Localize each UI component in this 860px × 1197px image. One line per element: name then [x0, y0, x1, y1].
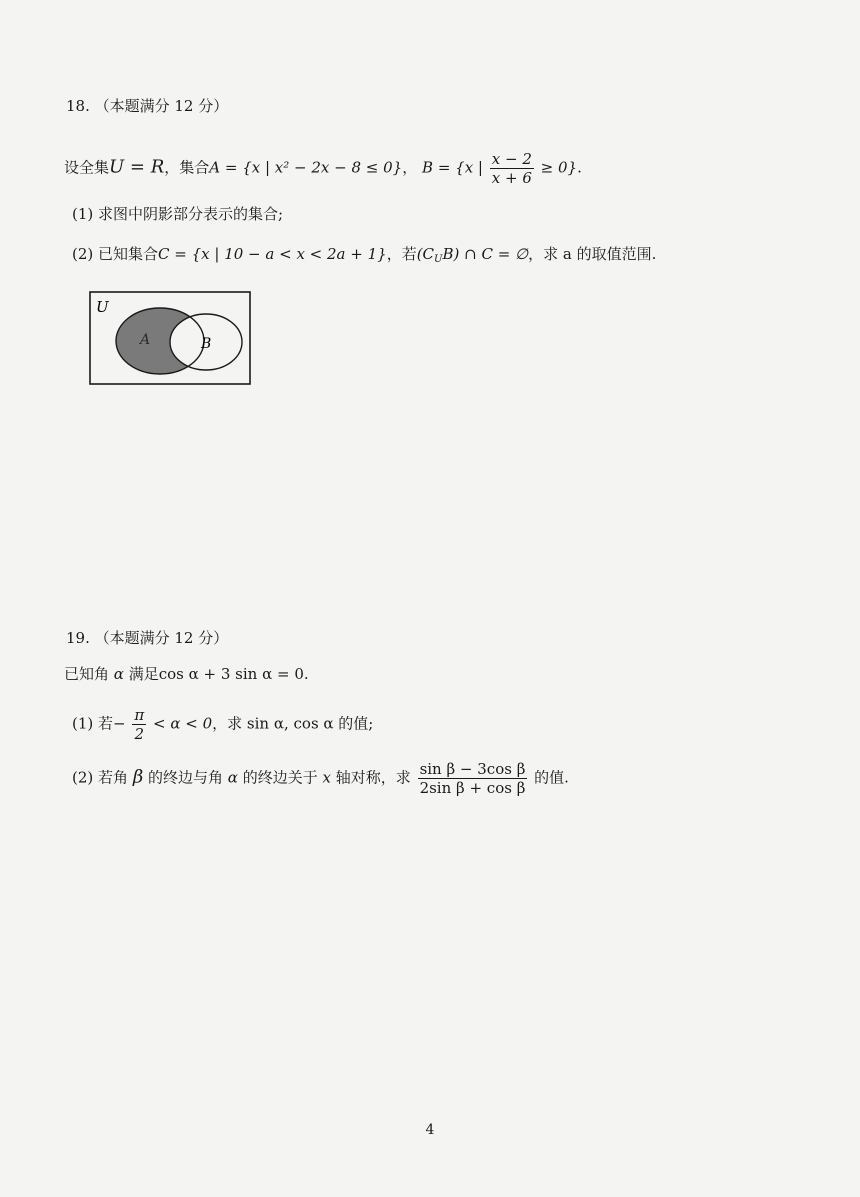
q19-part2-mid: 的终边与角	[148, 768, 224, 787]
q19-part1	[72, 706, 373, 743]
q18-part1: (1) 求图中阴影部分表示的集合;	[72, 205, 284, 223]
q18-intro-end: .	[577, 158, 582, 177]
q18-intro-comma: ，	[402, 158, 418, 177]
q18-condition-rest: B) ∩ C = ∅	[442, 245, 529, 263]
q19-part1-pre: (1) 若	[72, 714, 114, 733]
q18-intro-pre: 设全集	[64, 158, 110, 177]
q19-beta: β	[132, 766, 144, 788]
venn-label-b: B	[201, 336, 212, 352]
q19-part2	[72, 760, 569, 797]
q19-part1-numerator: π	[134, 706, 145, 724]
q19-part1-end: ，求 sin α, cos α 的值;	[212, 714, 374, 733]
q18-set-b-rhs: ≥ 0}	[540, 158, 578, 177]
q18-set-b-lhs: B = {x |	[422, 158, 483, 177]
q19-part2-mid3: 轴对称，求	[335, 768, 411, 787]
q19-intro-mid: 满足	[128, 665, 159, 683]
q19-alpha-2: α	[227, 768, 238, 787]
q18-set-b-fraction	[490, 150, 534, 187]
q18-set-a: A = {x | x² − 2x − 8 ≤ 0}	[209, 158, 403, 177]
q18-set-b-denominator: x + 6	[491, 169, 532, 187]
q19-part1-minus: −	[113, 714, 126, 733]
q19-equation: cos α + 3 sin α = 0.	[158, 665, 309, 683]
q19-intro	[64, 664, 309, 684]
q19-part2-fraction	[418, 760, 528, 797]
q19-part2-numerator: sin β − 3cos β	[419, 760, 526, 778]
q18-condition-open: (C	[416, 245, 435, 263]
q18-part2-pre: (2) 已知集合	[72, 245, 159, 263]
q18-heading: 18. （本题满分 12 分）	[66, 97, 229, 115]
q18-set-c: C = {x | 10 − a < x < 2a + 1}	[158, 245, 387, 263]
q19-part2-mid2: 的终边关于	[242, 768, 318, 787]
q19-part1-inequality: < α < 0	[153, 714, 213, 733]
q19-heading: 19. （本题满分 12 分）	[66, 629, 229, 647]
q18-part2-mid: ，若	[386, 245, 417, 263]
q18-part2-end: ，求 a 的取值范围.	[528, 245, 657, 263]
q19-part1-fraction	[132, 706, 146, 743]
q18-intro	[64, 150, 582, 187]
q19-part2-end: 的值.	[534, 768, 569, 787]
venn-label-a: A	[140, 332, 151, 348]
q19-x-axis: x	[322, 768, 331, 787]
page-number: 4	[425, 1122, 435, 1138]
q18-intro-mid: ，集合	[164, 158, 210, 177]
q18-condition-sub: U	[434, 254, 443, 265]
q19-part1-denominator: 2	[134, 725, 145, 743]
venn-label-u: U	[96, 298, 109, 316]
q18-set-b-numerator: x − 2	[491, 150, 532, 168]
q19-alpha: α	[113, 665, 124, 683]
q19-part2-pre: (2) 若角	[72, 768, 129, 787]
q19-intro-pre: 已知角	[64, 665, 110, 683]
q18-universal-set: U = R	[109, 156, 165, 178]
venn-diagram	[88, 290, 252, 386]
q18-part2	[72, 244, 656, 270]
q19-part2-denominator: 2sin β + cos β	[419, 779, 526, 797]
